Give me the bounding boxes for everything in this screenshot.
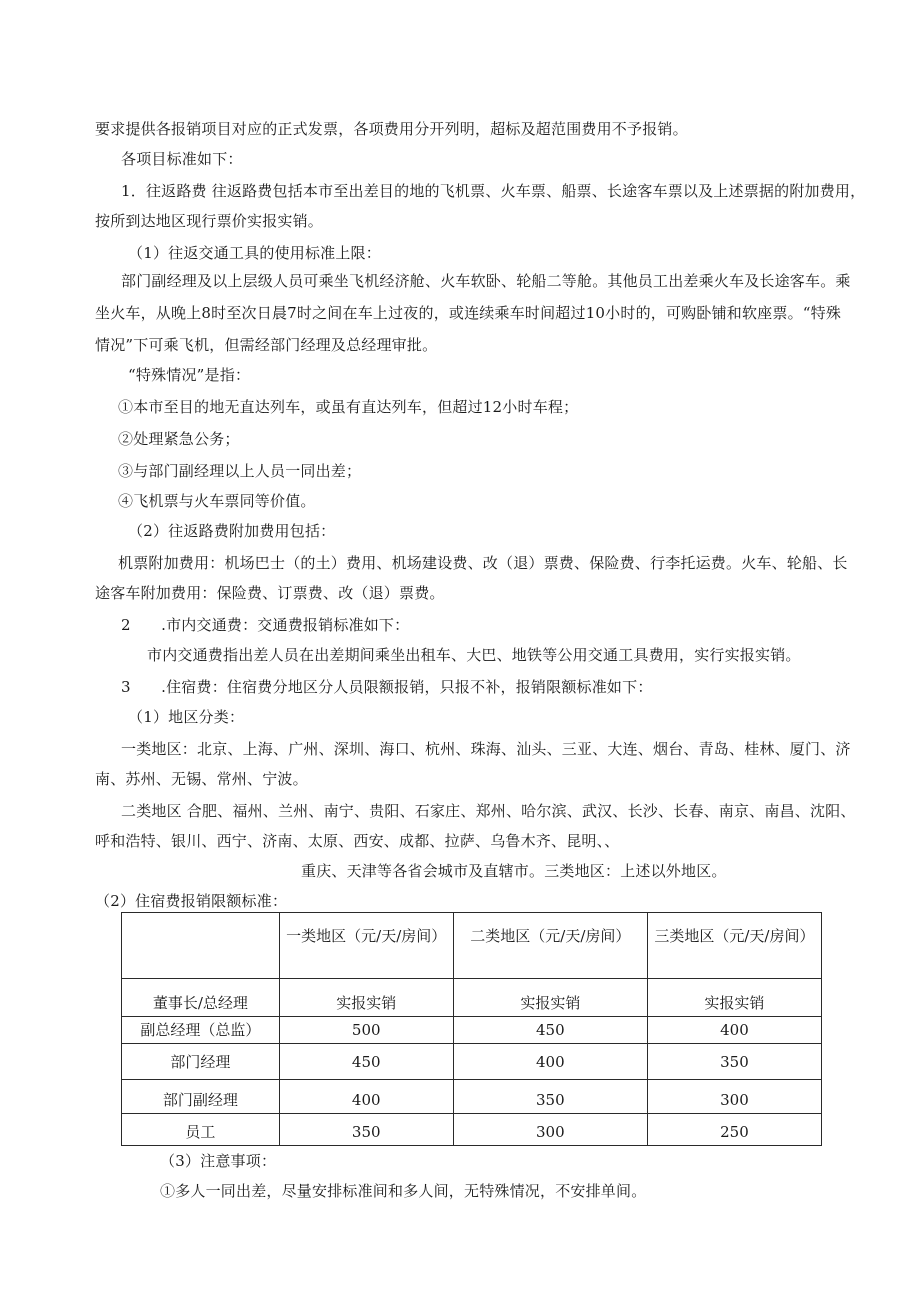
table-cell: 300 (647, 1080, 821, 1114)
section-3-title: 3 .住宿费：住宿费分地区分人员限额报销，只报不补，报销限额标准如下： (121, 678, 653, 696)
table-row-label: 员工 (122, 1114, 280, 1146)
section-1-line-2: 按所到达地区现行票价实报实销。 (95, 212, 324, 230)
table-cell: 250 (647, 1114, 821, 1146)
paragraph-standards: 各项目标准如下： (121, 150, 243, 168)
section-1-sub-2-para-1: 机票附加费用：机场巴士（的土）费用、机场建设费、改（退）票费、保险费、行李托运费。火车、轮船、长 (118, 554, 848, 572)
table-cell: 350 (279, 1114, 453, 1146)
table-cell: 400 (647, 1017, 821, 1044)
table-cell: 300 (453, 1114, 647, 1146)
table-row (122, 1044, 822, 1080)
section-1-sub-2-para-2: 途客车附加费用：保险费、订票费、改（退）票费。 (95, 584, 445, 602)
note-1: ①多人一同出差，尽量安排标准间和多人间，无特殊情况，不安排单间。 (160, 1182, 647, 1200)
table-cell: 500 (279, 1017, 453, 1044)
table-row-label: 董事长/总经理 (122, 979, 280, 1017)
special-item: ②处理紧急公务； (118, 430, 240, 448)
table-cell: 350 (647, 1044, 821, 1080)
table-row (122, 1114, 822, 1146)
section-1-sub-2: （2）往返路费附加费用包括： (128, 522, 336, 540)
special-title: “特殊情况”是指： (128, 366, 251, 384)
special-item: ③与部门副经理以上人员一同出差； (118, 462, 362, 480)
table-row (122, 1017, 822, 1044)
table-header-cell (122, 913, 280, 979)
section-1-sub-1: （1）往返交通工具的使用标准上限： (128, 244, 381, 262)
region-1-line-2: 南、苏州、无锡、常州、宁波。 (95, 770, 308, 788)
table-row (122, 1080, 822, 1114)
special-item: ④飞机票与火车票同等价值。 (118, 492, 316, 510)
table-cell: 实报实销 (647, 979, 821, 1017)
region-1-line-1: 一类地区：北京、上海、广州、深圳、海口、杭州、珠海、汕头、三亚、大连、烟台、青岛、桂林、厦门、济 (121, 740, 851, 758)
section-1-sub-1-para-3: 情况”下可乘飞机，但需经部门经理及总经理审批。 (95, 336, 438, 354)
section-3-sub-1: （1）地区分类： (128, 708, 245, 726)
section-2-title: 2 .市内交通费：交通费报销标准如下： (121, 616, 410, 634)
section-1-sub-1-para-1: 部门副经理及以上层级人员可乘坐飞机经济舱、火车软卧、轮船二等舱。其他员工出差乘火车及长途客车。乘 (121, 272, 851, 290)
section-2-para: 市内交通费指出差人员在出差期间乘坐出租车、大巴、地铁等公用交通工具费用，实行实报实销。 (147, 646, 801, 664)
table-cell: 350 (453, 1080, 647, 1114)
table-header-cell: 三类地区（元/天/房间） (647, 913, 821, 979)
region-2-line-2: 呼和浩特、银川、西宁、济南、太原、西安、成都、拉萨、乌鲁木齐、昆明、、 (95, 832, 620, 850)
table-cell: 450 (453, 1017, 647, 1044)
section-3-sub-2: （2）住宿费报销限额标准： (95, 892, 288, 910)
section-1-line-1: 1．往返路费 往返路费包括本市至出差目的地的飞机票、火车票、船票、长途客车票以及上述票据的附加费用， (121, 182, 866, 200)
table-cell: 实报实销 (453, 979, 647, 1017)
table-row-label: 副总经理（总监） (122, 1017, 280, 1044)
special-item: ①本市至目的地无直达列车，或虽有直达列车，但超过12小时车程； (118, 398, 579, 416)
section-1-sub-1-para-2: 坐火车，从晚上8时至次日晨7时之间在车上过夜的，或连续乘车时间超过10小时的，可购卧铺和软座票。“特殊 (95, 304, 842, 322)
table-row (122, 979, 822, 1017)
table-cell: 400 (453, 1044, 647, 1080)
paragraph-intro: 要求提供各报销项目对应的正式发票，各项费用分开列明，超标及超范围费用不予报销。 (95, 120, 688, 138)
table-header-cell: 二类地区（元/天/房间） (453, 913, 647, 979)
table-header-row (122, 913, 822, 979)
region-rest: 重庆、天津等各省会城市及直辖市。三类地区：上述以外地区。 (301, 862, 727, 880)
region-2-line-1: 二类地区 合肥、福州、兰州、南宁、贵阳、石家庄、郑州、哈尔滨、武汉、长沙、长春、南京、南昌、沈阳、 (121, 802, 856, 820)
table-header-cell: 一类地区（元/天/房间） (279, 913, 453, 979)
table-cell: 实报实销 (279, 979, 453, 1017)
section-3-sub-3: （3）注意事项： (160, 1152, 277, 1170)
table-cell: 450 (279, 1044, 453, 1080)
table-row-label: 部门副经理 (122, 1080, 280, 1114)
table-row-label: 部门经理 (122, 1044, 280, 1080)
lodging-standard-table (121, 912, 822, 1146)
table-cell: 400 (279, 1080, 453, 1114)
